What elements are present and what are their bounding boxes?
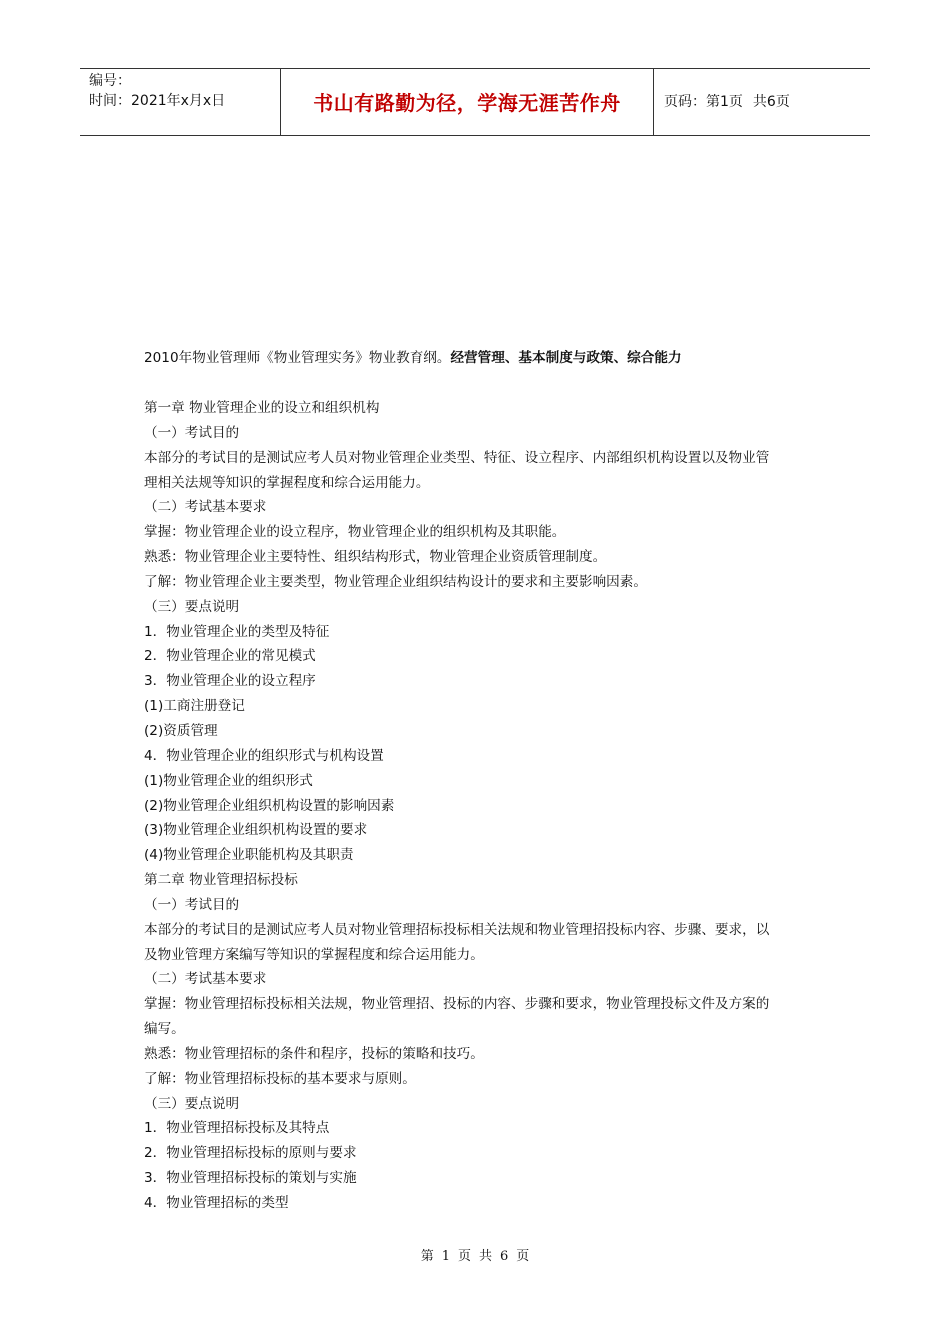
footer-page-number: 1 xyxy=(441,1249,450,1264)
document-line: (4)物业管理企业职能机构及其职责 xyxy=(144,847,354,864)
document-line: （三）要点说明 xyxy=(144,598,240,615)
header-page-total: 共6页 xyxy=(752,94,790,110)
document-number-label: 编号： xyxy=(89,73,131,89)
document-line: 本部分的考试目的是测试应考人员对物业管理企业类型、特征、设立程序、内部组织机构设置以及物业管 xyxy=(144,449,770,466)
header-page-number: 页码：第1页 xyxy=(664,94,743,110)
document-line: （三）要点说明 xyxy=(144,1095,240,1112)
document-line: 3．物业管理招标投标的策划与实施 xyxy=(144,1170,357,1187)
document-title-main: 2010年物业管理师《物业管理实务》物业教育纲。 xyxy=(144,350,451,366)
document-line: 理相关法规等知识的掌握程度和综合运用能力。 xyxy=(144,474,430,491)
document-line: (2)资质管理 xyxy=(144,722,218,739)
footer-gong: 共 xyxy=(479,1249,493,1264)
page-footer xyxy=(0,1245,950,1264)
document-time-label: 时间：2021年x月x日 xyxy=(89,93,226,109)
document-line: （一）考试目的 xyxy=(144,424,240,441)
footer-di: 第 xyxy=(420,1249,434,1264)
document-line: 1．物业管理招标投标及其特点 xyxy=(144,1120,330,1137)
document-line: 第一章 物业管理企业的设立和组织机构 xyxy=(144,400,380,416)
document-line: 掌握：物业管理招标投标相关法规，物业管理招、投标的内容、步骤和要求，物业管理投标文件及方案的 xyxy=(144,996,770,1013)
document-line: 第二章 物业管理招标投标 xyxy=(144,872,298,889)
document-line: （一）考试目的 xyxy=(144,896,240,913)
document-line: （二）考试基本要求 xyxy=(144,499,267,516)
document-line: 了解：物业管理招标投标的基本要求与原则。 xyxy=(144,1070,416,1087)
header-meta xyxy=(80,69,281,135)
document-line: 3．物业管理企业的设立程序 xyxy=(144,673,316,690)
document-line: 2．物业管理招标投标的原则与要求 xyxy=(144,1145,357,1162)
document-header xyxy=(80,68,870,136)
document-line: (3)物业管理企业组织机构设置的要求 xyxy=(144,822,368,839)
document-line: 熟悉：物业管理企业主要特性、组织结构形式，物业管理企业资质管理制度。 xyxy=(144,549,607,566)
document-lines xyxy=(144,396,814,1216)
header-motto: 书山有路勤为径，学海无涯苦作舟 xyxy=(281,69,654,135)
document-title xyxy=(144,346,814,371)
document-line: 1．物业管理企业的类型及特征 xyxy=(144,623,330,640)
document-line: 及物业管理方案编写等知识的掌握程度和综合运用能力。 xyxy=(144,946,484,963)
document-line: (1)物业管理企业的组织形式 xyxy=(144,772,313,789)
header-page-info xyxy=(654,69,870,135)
document-title-bold: 经营管理、基本制度与政策、综合能力 xyxy=(450,350,682,366)
document-line: 了解：物业管理企业主要类型，物业管理企业组织结构设计的要求和主要影响因素。 xyxy=(144,573,647,590)
document-line: 编写。 xyxy=(144,1021,185,1038)
document-line: (1)工商注册登记 xyxy=(144,698,245,715)
document-line: （二）考试基本要求 xyxy=(144,971,267,988)
document-line: 本部分的考试目的是测试应考人员对物业管理招标投标相关法规和物业管理招投标内容、步骤、要求，以 xyxy=(144,921,770,938)
footer-ye-end: 页 xyxy=(516,1249,530,1264)
document-line: 4．物业管理企业的组织形式与机构设置 xyxy=(144,747,384,764)
footer-total-pages: 6 xyxy=(500,1249,509,1264)
document-line: 4．物业管理招标的类型 xyxy=(144,1195,289,1211)
document-body xyxy=(144,346,814,1216)
document-line: 熟悉：物业管理招标的条件和程序，投标的策略和技巧。 xyxy=(144,1045,484,1062)
document-line: 2．物业管理企业的常见模式 xyxy=(144,648,316,665)
footer-ye: 页 xyxy=(457,1249,471,1264)
document-line: (2)物业管理企业组织机构设置的影响因素 xyxy=(144,797,395,814)
document-line: 掌握：物业管理企业的设立程序，物业管理企业的组织机构及其职能。 xyxy=(144,524,566,541)
